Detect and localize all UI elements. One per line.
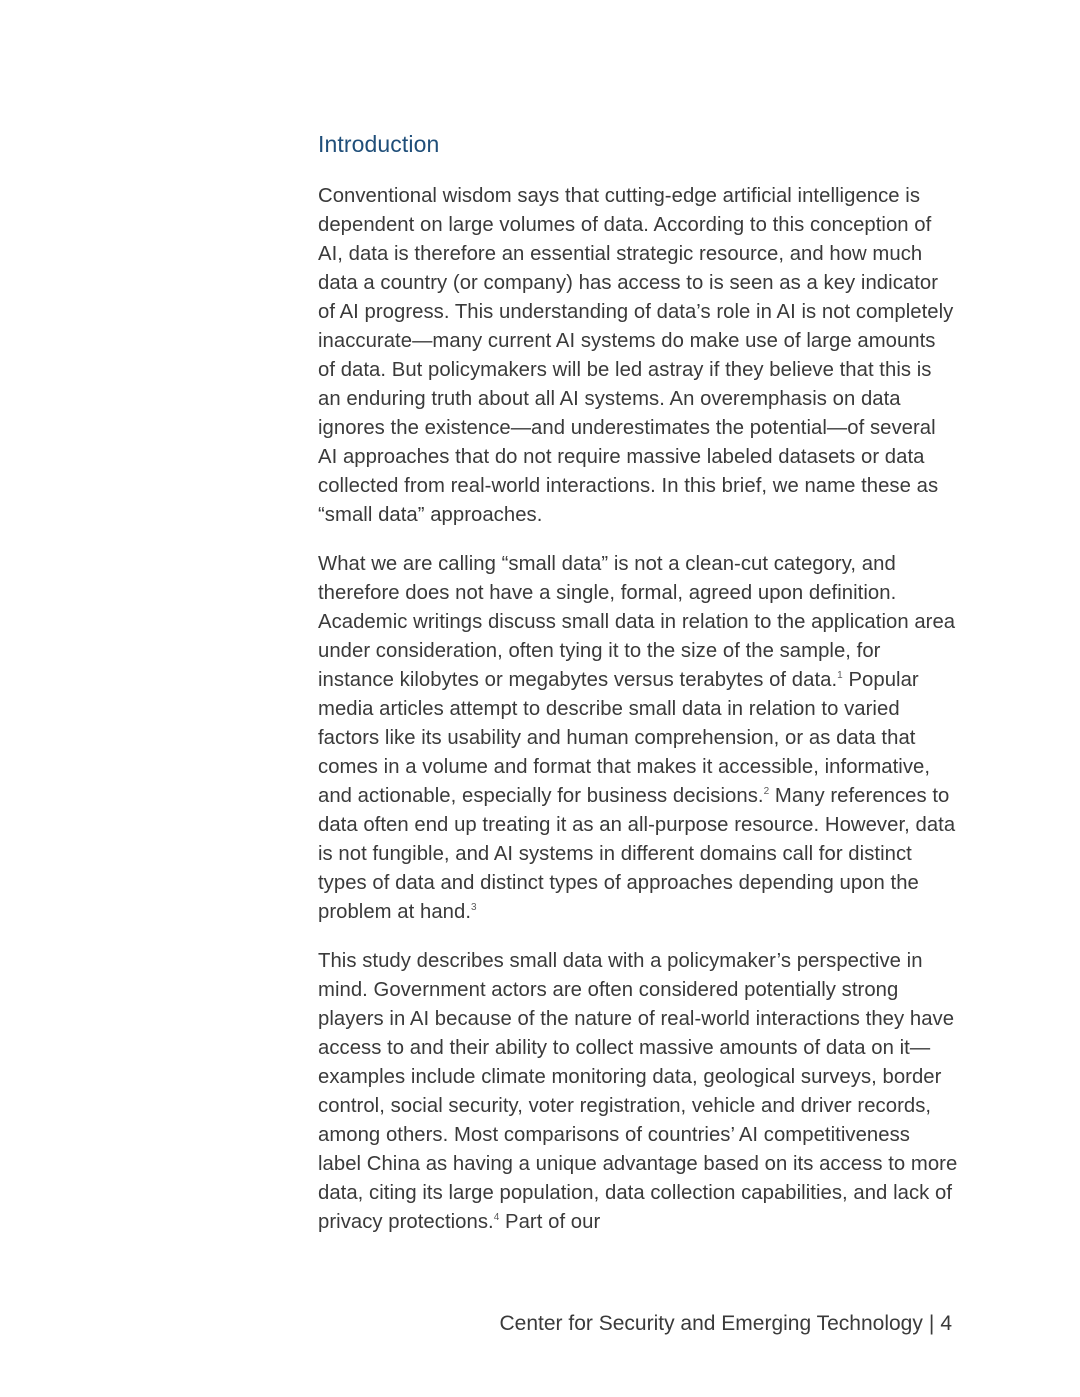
footnote-ref-2[interactable]: 2 <box>763 786 770 798</box>
page-number: 4 <box>940 1312 952 1335</box>
footnote-ref-3[interactable]: 3 <box>471 902 477 914</box>
paragraph-text: What we are calling “small data” is not a clean-cut category, and therefore does not have a single, formal, agreed upon definition. Academic writings discuss small data in relation to the application area under consideration, often tying it to the size of the sample, for instance kilobytes or megabytes versus terabytes of data. <box>318 553 956 691</box>
paragraph-text: Many references to data often end up treating it as an all-purpose resource. However, data is not fungible, and AI systems in different domains call for distinct types of data and distinct types of approaches depending upon the problem at hand. <box>318 785 956 923</box>
paragraph-3 <box>318 947 958 1237</box>
footer-organization: Center for Security and Emerging Technology <box>499 1312 923 1335</box>
page-footer <box>500 1308 953 1340</box>
paragraph-text: Conventional wisdom says that cutting-edge artificial intelligence is dependent on large volumes of data. According to this conception of AI, data is therefore an essential strategic resource, and how much data a country (or company) has access to is seen as a key indicator of AI progress. This understanding of data’s role in AI is not completely inaccurate—many current AI systems do make use of large amounts of data. But policymakers will be led astray if they believe that this is an enduring truth about all AI systems. An overemphasis on data ignores the existence—and underestimates the potential—of several AI approaches that do not require massive labeled datasets or data collected from real-world interactions. In this brief, we name these as “small data” approaches. <box>318 185 954 526</box>
paragraph-text: Popular media articles attempt to describe small data in relation to varied factors like its usability and human comprehension, or as data that comes in a volume and format that makes it accessible, informative, and actionable, especially for business decisions. <box>318 669 931 807</box>
paragraph-text: Part of our <box>499 1211 601 1233</box>
main-content <box>318 128 958 1257</box>
paragraph-1 <box>318 182 958 530</box>
footnote-ref-1[interactable]: 1 <box>837 670 843 682</box>
section-heading: Introduction <box>318 131 440 157</box>
footnote-ref-4[interactable]: 4 <box>493 1212 500 1224</box>
paragraph-text: This study describes small data with a policymaker’s perspective in mind. Government actors are often considered potentially strong players in AI because of the nature of real-world interactions they have access to and their ability to collect massive amounts of data on it—examples include climate monitoring data, geological surveys, border control, social security, voter registration, vehicle and driver records, among others. Most comparisons of countries’ AI competitiveness label China as having a unique advantage based on its access to more data, citing its large population, data collection capabilities, and lack of privacy protections. <box>318 950 958 1233</box>
paragraph-2 <box>318 550 958 927</box>
footer-separator: | <box>928 1312 935 1335</box>
